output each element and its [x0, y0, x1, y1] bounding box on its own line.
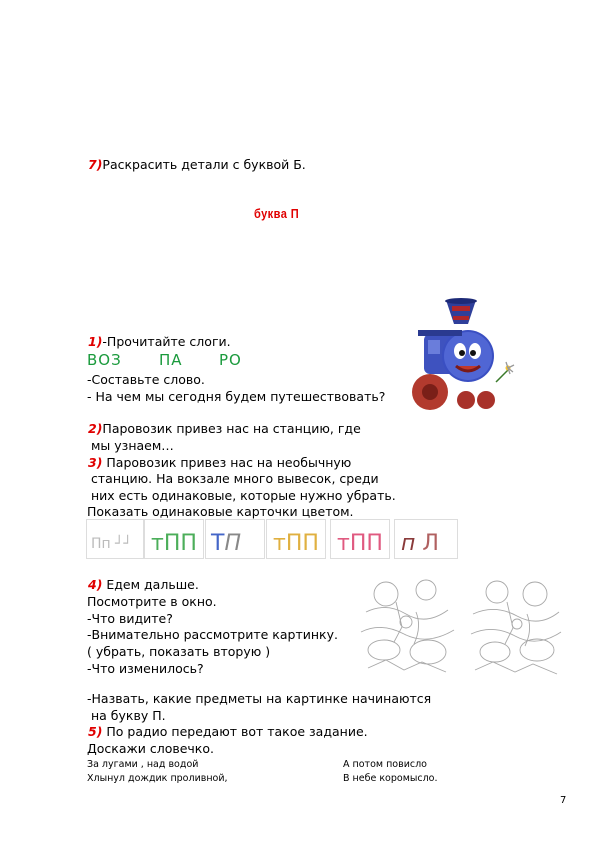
task-number: 2) — [88, 421, 103, 436]
instruction-line: - На чем мы сегодня будем путешествовать? — [87, 389, 386, 404]
instruction-line: Посмотрите в окно. — [87, 594, 217, 609]
letter-card-6[interactable] — [394, 519, 458, 559]
task-text: По радио передают вот такое задание. — [102, 724, 368, 739]
script-letters: п Л — [401, 531, 439, 556]
instruction-line: -Что видите? — [87, 611, 173, 626]
task-1 — [88, 333, 231, 350]
instruction-line: -Составьте слово. — [87, 372, 205, 387]
syllable-2: ПА — [159, 351, 183, 369]
instruction-line: -Внимательно рассмотрите картинку. — [87, 627, 338, 642]
syllable-1: ВОЗ — [87, 351, 122, 369]
letter-card-5[interactable] — [330, 519, 390, 559]
instruction-line: ( убрать, показать вторую ) — [87, 644, 271, 659]
blue-letters: ТП — [211, 531, 241, 556]
task-3-line-3: них есть одинаковые, которые нужно убрать. — [91, 488, 396, 503]
instruction-line: -Назвать, какие предметы на картинке начинаются — [87, 691, 432, 706]
pink-letters: тПП — [337, 531, 383, 556]
task-text: Едем дальше. — [102, 577, 199, 592]
letter-card-3[interactable] — [205, 519, 265, 559]
task-3-line-2: станцию. На вокзале много вывесок, среди — [91, 471, 379, 486]
sketch-picture-1[interactable] — [356, 572, 458, 682]
locomotive-illustration — [408, 296, 518, 414]
syllable-3: РО — [219, 351, 242, 369]
task-number: 7) — [88, 157, 103, 172]
task-3 — [88, 454, 351, 471]
task-number: 4) — [88, 577, 103, 592]
section-title: буква П — [254, 206, 300, 221]
poem-line: Хлынул дождик проливной, — [87, 773, 228, 784]
sketch-picture-2[interactable] — [465, 572, 567, 682]
task-2 — [88, 420, 361, 437]
green-letters: тПП — [151, 531, 197, 556]
letter-card-4[interactable] — [266, 519, 326, 559]
poem-line: В небе коромысло. — [343, 773, 438, 784]
task-text: -Прочитайте слоги. — [102, 334, 231, 349]
task-number: 3) — [88, 455, 103, 470]
page-number: 7 — [560, 795, 567, 806]
task-7 — [88, 156, 306, 173]
task-text: Раскрасить детали с буквой Б. — [102, 157, 306, 172]
poem-line: За лугами , над водой — [87, 759, 199, 770]
task-4 — [88, 576, 199, 593]
letter-card-2[interactable] — [144, 519, 204, 559]
faded-letters: Пп ┘┘ — [91, 536, 132, 552]
task-3-line-4: Показать одинаковые карточки цветом. — [87, 504, 354, 519]
task-text: Паровозик привез нас на необычную — [102, 455, 352, 470]
yellow-letters: тПП — [273, 531, 319, 556]
task-number: 1) — [88, 334, 103, 349]
instruction-line: -Что изменилось? — [87, 661, 204, 676]
poem-line: А потом повисло — [343, 759, 427, 770]
letter-card-1[interactable] — [86, 519, 144, 559]
finish-word-heading: Доскажи словечко. — [87, 741, 214, 756]
instruction-line: на букву П. — [91, 708, 166, 723]
task-5 — [88, 723, 368, 740]
task-text: Паровозик привез нас на станцию, где — [102, 421, 361, 436]
task-2-continued: мы узнаем… — [91, 438, 174, 453]
task-number: 5) — [88, 724, 103, 739]
